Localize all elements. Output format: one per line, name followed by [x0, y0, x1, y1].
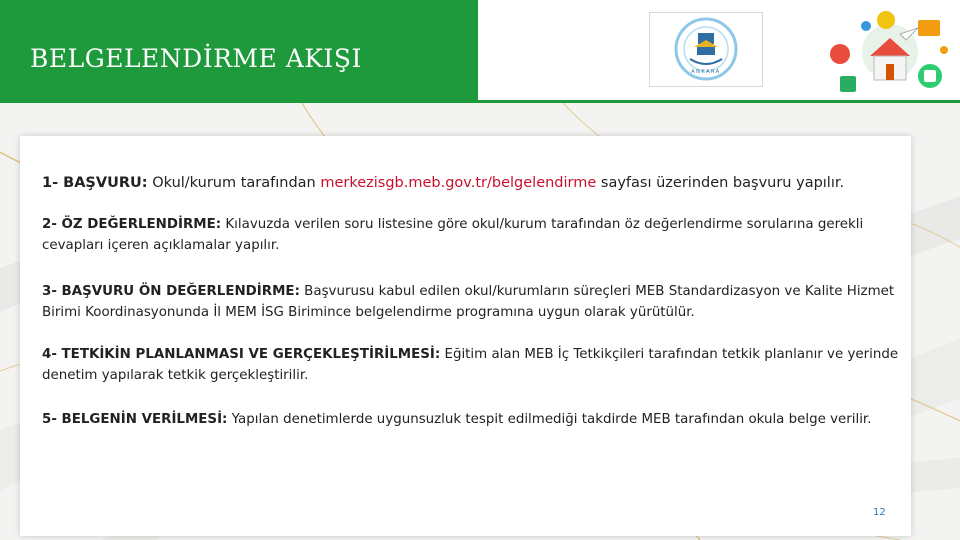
logo-emblem-icon — [650, 13, 762, 86]
step-label: 4- TETKİKİN PLANLANMASI VE GERÇEKLEŞTİRİLMESİ: — [42, 347, 441, 362]
step-text: Eğitim alan MEB İç Tetkikçileri tarafından tetkik planlanır ve yerinde denetim yapılarak tetkik gerçekleştirilir. — [42, 347, 899, 383]
logo-text: ANKARA — [691, 69, 721, 75]
page-number: 12 — [873, 507, 886, 518]
header-bar — [0, 0, 960, 103]
step-text: Yapılan denetimlerde uygunsuzluk tespit edilmediği takdirde MEB tarafından okula belge verilir. — [227, 412, 872, 427]
step-text: Başvurusu kabul edilen okul/kurumların süreçleri MEB Standardizasyon ve Kalite Hizmet Birimi Koordinasyonunda İl MEM İSG Birimince belgelendirme programına uygun olarak yürütülür. — [42, 284, 895, 320]
step-3 — [42, 281, 912, 323]
step-label: 3- BAŞVURU ÖN DEĞERLENDİRME: — [42, 284, 300, 299]
step-label: 1- BAŞVURU: — [42, 175, 148, 191]
step-4 — [42, 344, 912, 386]
step-label: 2- ÖZ DEĞERLENDİRME: — [42, 217, 222, 232]
step-text: Kılavuzda verilen soru listesine göre okul/kurum tarafından öz değerlendirme sorularına gerekli cevapları içeren açıklamalar yapılır. — [42, 217, 864, 253]
decorative-clipart-icon — [826, 6, 954, 98]
step-5 — [42, 409, 912, 430]
application-link[interactable]: merkezisgb.meb.gov.tr/belgelendirme — [320, 175, 597, 191]
step-text: sayfası üzerinden başvuru yapılır. — [596, 175, 845, 191]
page-title: BELGELENDİRME AKIŞI — [30, 44, 362, 73]
step-text: Okul/kurum tarafından — [147, 175, 321, 191]
step-label: 5- BELGENİN VERİLMESİ: — [42, 412, 228, 427]
step-2 — [42, 214, 912, 256]
title-banner — [0, 0, 478, 100]
school-logo — [649, 12, 763, 87]
content-card — [20, 136, 911, 536]
step-1 — [42, 173, 912, 194]
